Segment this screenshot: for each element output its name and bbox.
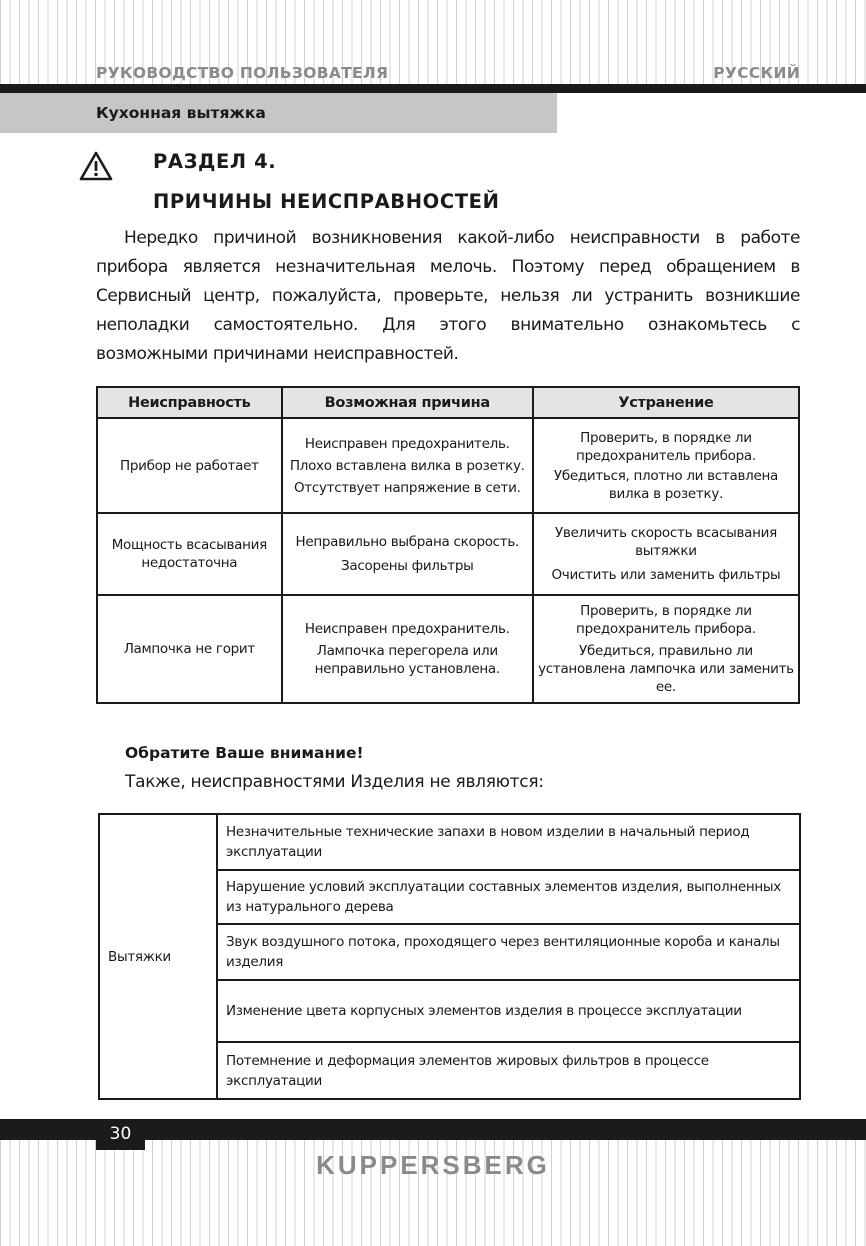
cause-line: Неисправен предохранитель. xyxy=(304,621,510,637)
fault-cell: Лампочка не горит xyxy=(97,595,282,703)
product-label: Кухонная вытяжка xyxy=(96,104,266,122)
fix-line: Проверить, в порядке ли предохранитель прибора. xyxy=(576,429,756,464)
troubleshooting-table xyxy=(96,386,800,704)
language-label: РУССКИЙ xyxy=(713,64,800,82)
table-row xyxy=(97,595,799,703)
fault-cell: Прибор не работает xyxy=(97,418,282,513)
cause-cell xyxy=(282,595,533,703)
warning-triangle-icon xyxy=(78,150,114,182)
cause-cell xyxy=(282,418,533,513)
brand-logo: KUPPERSBERG xyxy=(316,1150,550,1180)
note-title: Обратите Ваше внимание! xyxy=(125,744,364,762)
section-number: РАЗДЕЛ 4. xyxy=(153,150,277,173)
fix-line: Убедиться, плотно ли вставлена вилка в розетку. xyxy=(553,467,778,502)
cause-line: Плохо вставлена вилка в розетку. xyxy=(289,457,525,474)
fix-line: Увеличить скорость всасывания вытяжки xyxy=(554,525,777,559)
fix-cell xyxy=(533,418,799,513)
intro-paragraph: Нередко причиной возникновения какой-либо неисправности в работе прибора является незначительная мелочь. Поэтому перед обращением в Сервисный центр, пожалуйста, проверьте, нельзя ли устранить возникшие неполадки самостоятельно. Для этого внимательно ознакомьтесь с возможными причинами неисправностей. xyxy=(96,228,800,364)
note-text: Также, неисправностями Изделия не являются: xyxy=(125,772,544,792)
section-title: ПРИЧИНЫ НЕИСПРАВНОСТЕЙ xyxy=(153,190,500,213)
fix-line: Проверить, в порядке ли предохранитель прибора. xyxy=(576,603,756,637)
exclusion-item: Нарушение условий эксплуатации составных элементов изделия, выполненных из натурального дерева xyxy=(217,870,800,924)
fix-line: Убедиться, правильно ли установлена лампочка или заменить ее. xyxy=(538,643,794,695)
cause-line: Неправильно выбрана скорость. xyxy=(295,534,520,550)
table-row xyxy=(97,418,799,513)
column-header-fault: Неисправность xyxy=(97,387,282,418)
column-header-fix: Устранение xyxy=(533,387,799,418)
page-number: 30 xyxy=(96,1119,145,1150)
header-band xyxy=(0,84,866,93)
cause-line: Отсутствует напряжение в сети. xyxy=(293,479,521,496)
table-row xyxy=(99,814,800,870)
fix-cell xyxy=(533,513,799,595)
cause-line: Засорены фильтры xyxy=(341,558,474,574)
column-header-cause: Возможная причина xyxy=(282,387,533,418)
table-header-row xyxy=(97,387,799,418)
exclusions-table xyxy=(98,813,801,1100)
exclusion-item: Незначительные технические запахи в новом изделии в начальный период эксплуатации xyxy=(217,814,800,870)
cause-cell xyxy=(282,513,533,595)
exclusion-item: Звук воздушного потока, проходящего через вентиляционные короба и каналы изделия xyxy=(217,924,800,980)
fix-cell xyxy=(533,595,799,703)
product-label-box xyxy=(0,93,557,133)
category-cell: Вытяжки xyxy=(99,814,217,1099)
exclusion-item: Изменение цвета корпусных элементов изделия в процессе эксплуатации xyxy=(217,980,800,1042)
fix-line: Очистить или заменить фильтры xyxy=(551,567,781,583)
table-row xyxy=(97,513,799,595)
manual-title: РУКОВОДСТВО ПОЛЬЗОВАТЕЛЯ xyxy=(96,64,389,82)
cause-line: Лампочка перегорела или неправильно установлена. xyxy=(314,643,500,677)
exclusion-item: Потемнение и деформация элементов жировых фильтров в процессе эксплуатации xyxy=(217,1042,800,1099)
fault-cell: Мощность всасывания недостаточна xyxy=(97,513,282,595)
cause-line: Неисправен предохранитель. xyxy=(304,435,510,452)
